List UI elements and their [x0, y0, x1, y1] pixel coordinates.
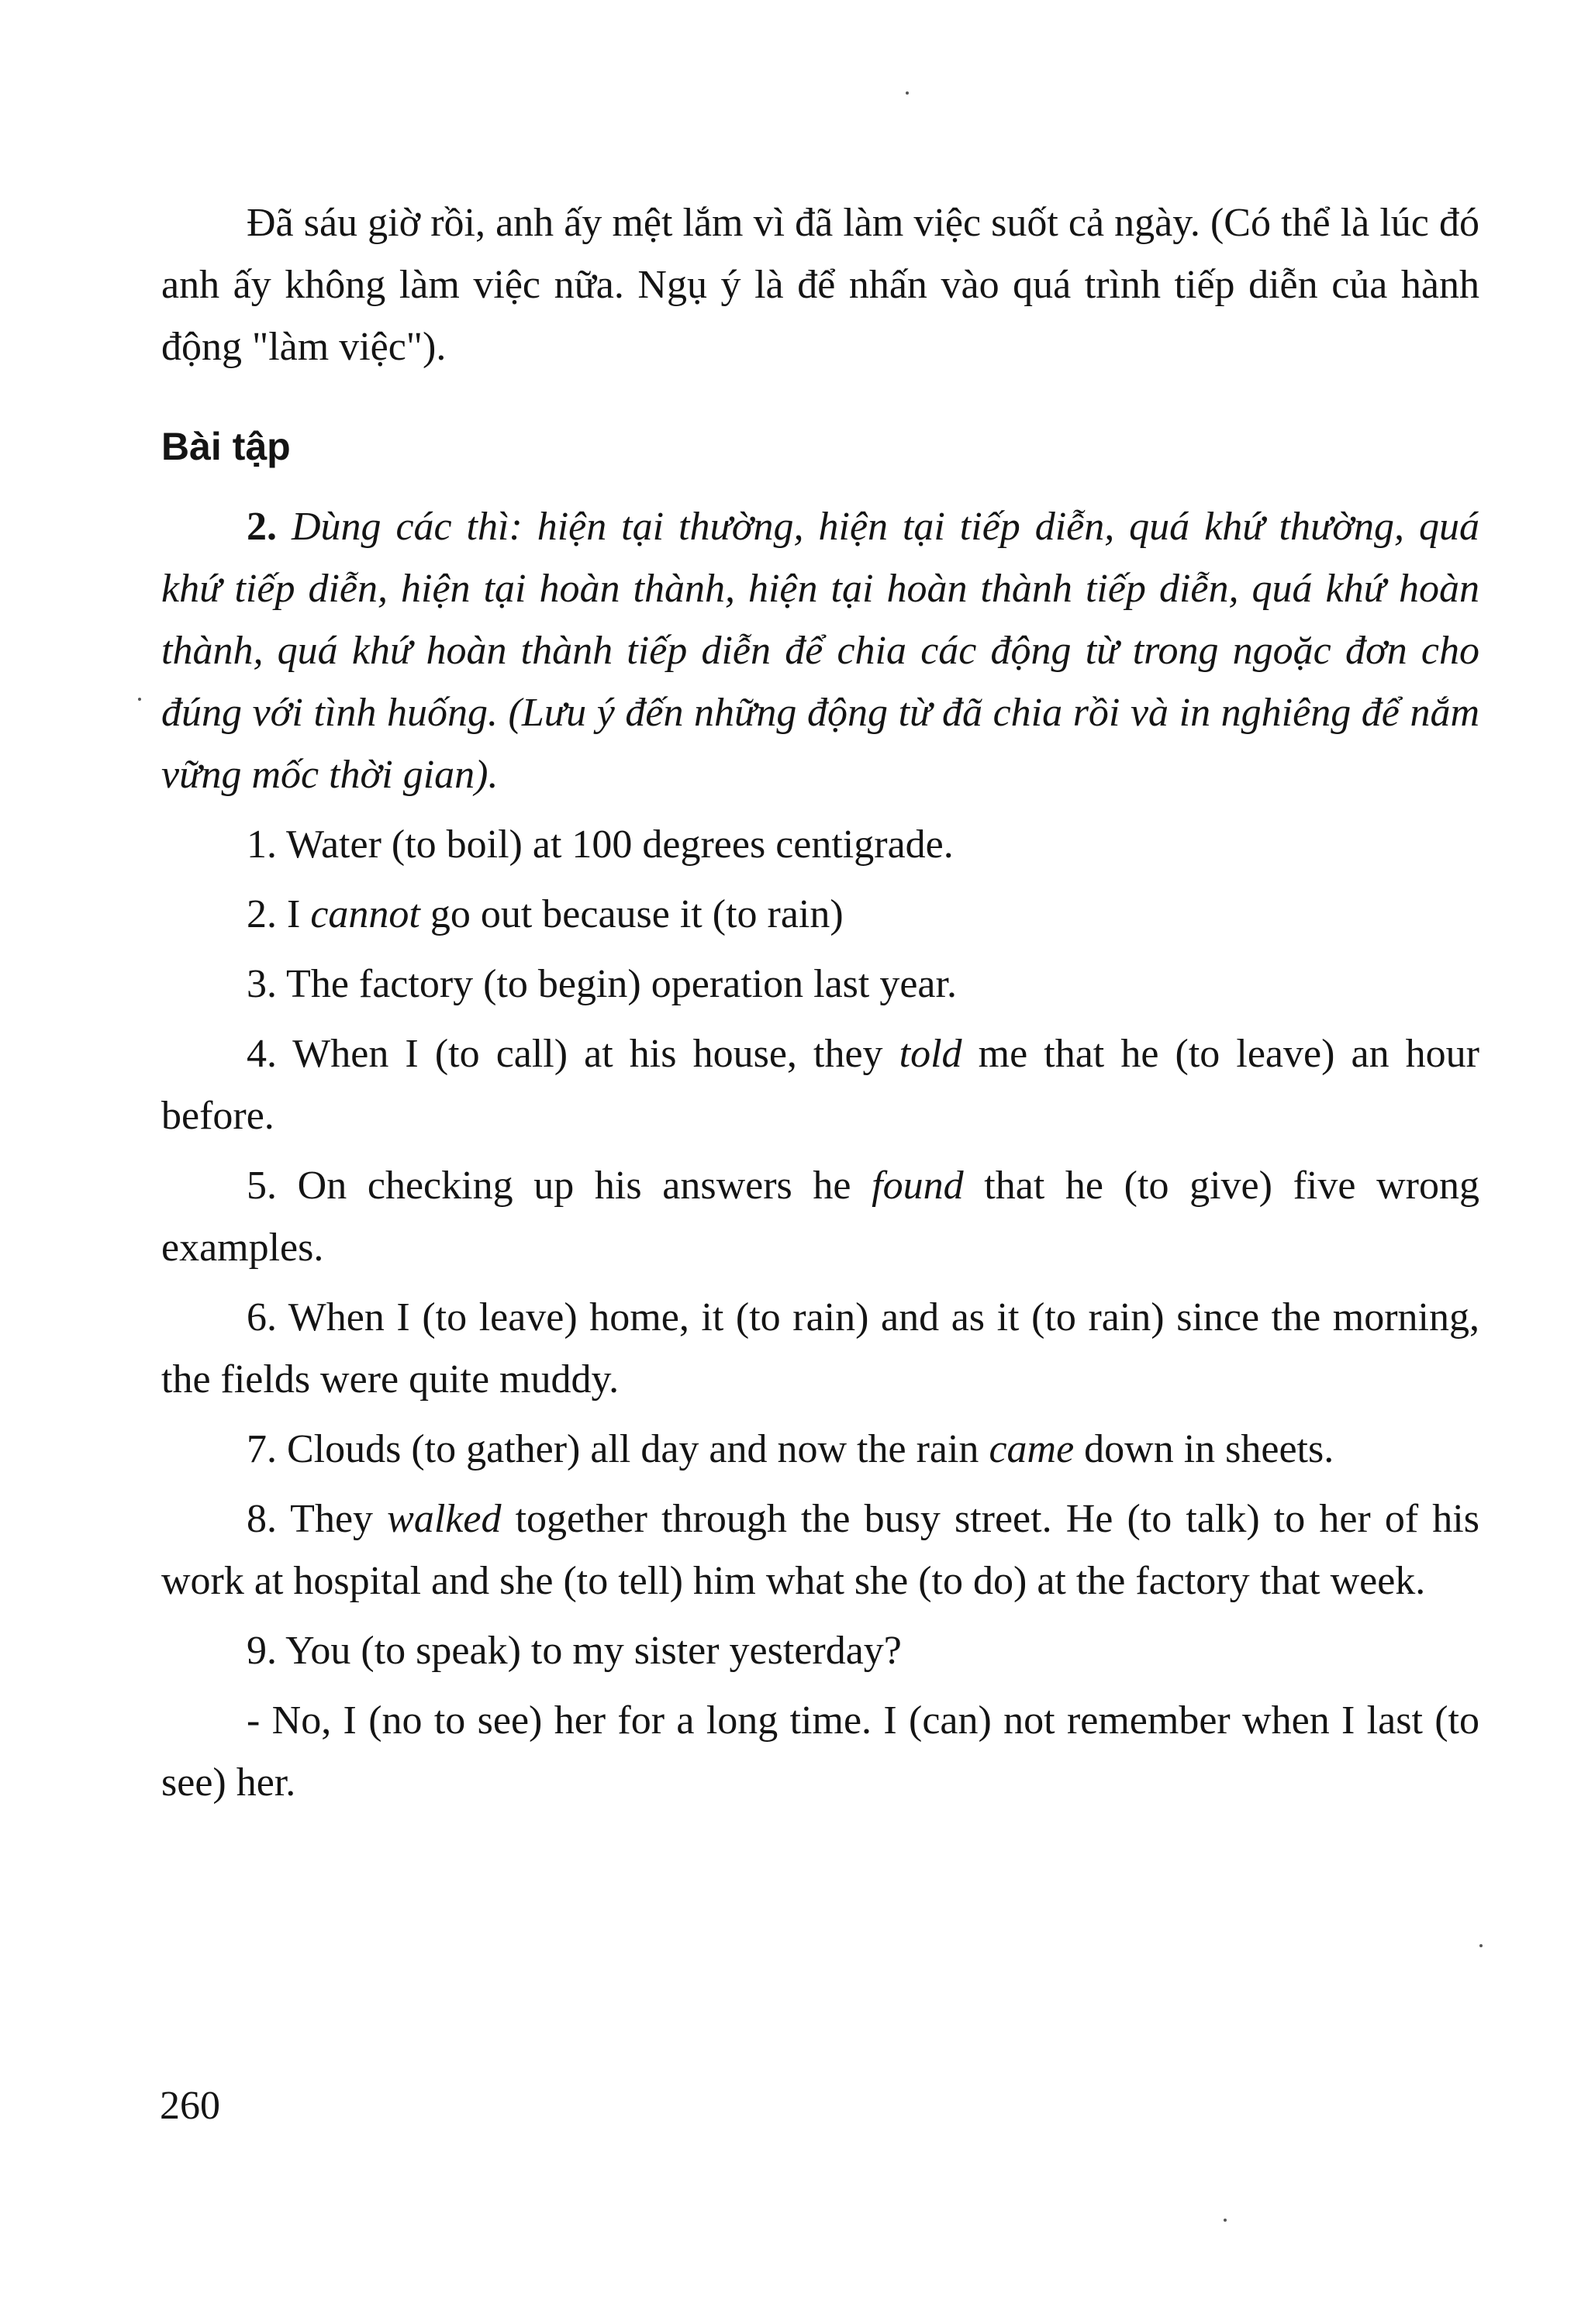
item-text: - No, I (no to see) her for a long time. I (can) not remember when I last (to see) her.	[161, 1698, 1479, 1805]
item-text: together through the busy street. He (to talk) to her of his work at hospital and she (to tell) him what she (to do) at the factory that week.	[161, 1497, 1479, 1603]
exercise-item-7	[161, 1419, 1479, 1481]
item-text: me that he (to leave) an hour before.	[161, 1032, 1479, 1138]
item-text: down in sheets.	[1074, 1427, 1334, 1471]
item-text: 5. On checking up his answers he	[247, 1164, 872, 1208]
item-text: 3. The factory (to begin) operation last year.	[247, 962, 957, 1006]
item-text: 1. Water (to boil) at 100 degrees centigrade.	[247, 822, 954, 867]
item-italic-verb: found	[872, 1164, 964, 1208]
exercise-item-9-answer	[161, 1690, 1479, 1814]
scan-speck	[138, 698, 141, 701]
item-italic-verb: told	[899, 1032, 962, 1076]
scan-speck	[906, 91, 909, 95]
item-text: 9. You (to speak) to my sister yesterday?	[247, 1629, 902, 1673]
exercise-item-3	[161, 953, 1479, 1015]
item-italic-verb: came	[989, 1427, 1075, 1471]
item-text: go out because it (to rain)	[419, 892, 844, 936]
item-italic-verb: cannot	[310, 892, 420, 936]
item-italic-verb: walked	[387, 1497, 502, 1541]
exercise-item-8	[161, 1488, 1479, 1612]
item-text: 6. When I (to leave) home, it (to rain) and as it (to rain) since the morning, the fields were quite muddy.	[161, 1295, 1479, 1402]
page-number: 260	[160, 2084, 220, 2128]
exercise-number: 2.	[247, 505, 277, 549]
page-body	[161, 192, 1479, 1814]
item-text: that he (to give) five wrong examples.	[161, 1164, 1479, 1270]
exercise-item-4	[161, 1023, 1479, 1147]
item-text: 7. Clouds (to gather) all day and now the rain	[247, 1427, 989, 1471]
section-heading: Bài tập	[161, 425, 291, 468]
exercise-item-5	[161, 1155, 1479, 1279]
item-text: 4. When I (to call) at his house, they	[247, 1032, 899, 1076]
item-text: 8. They	[247, 1497, 388, 1541]
exercise-item-1	[161, 814, 1479, 876]
exercise-item-9	[161, 1620, 1479, 1682]
intro-paragraph: Đã sáu giờ rồi, anh ấy mệt lắm vì đã làm việc suốt cả ngày. (Có thể là lúc đó anh ấy không làm việc nữa. Ngụ ý là để nhấn vào quá trình tiếp diễn của hành động "làm việc").	[161, 201, 1479, 369]
exercise-item-6	[161, 1287, 1479, 1411]
scan-speck	[1224, 2219, 1227, 2222]
exercise-instruction-text: Dùng các thì: hiện tại thường, hiện tại tiếp diễn, quá khứ thường, quá khứ tiếp diễn, hiện tại hoàn thành, hiện tại hoàn thành tiếp diễn, quá khứ hoàn thành, quá khứ hoàn thành tiếp diễn để chia các động từ trong ngoặc đơn cho đúng với tình huống. (Lưu ý đến những động từ đã chia rồi và in nghiêng để nắm vững mốc thời gian).	[161, 505, 1480, 797]
exercise-instruction	[161, 496, 1479, 806]
scan-speck	[1479, 1944, 1483, 1947]
item-text: 2. I	[247, 892, 311, 936]
exercise-item-2	[161, 884, 1479, 946]
